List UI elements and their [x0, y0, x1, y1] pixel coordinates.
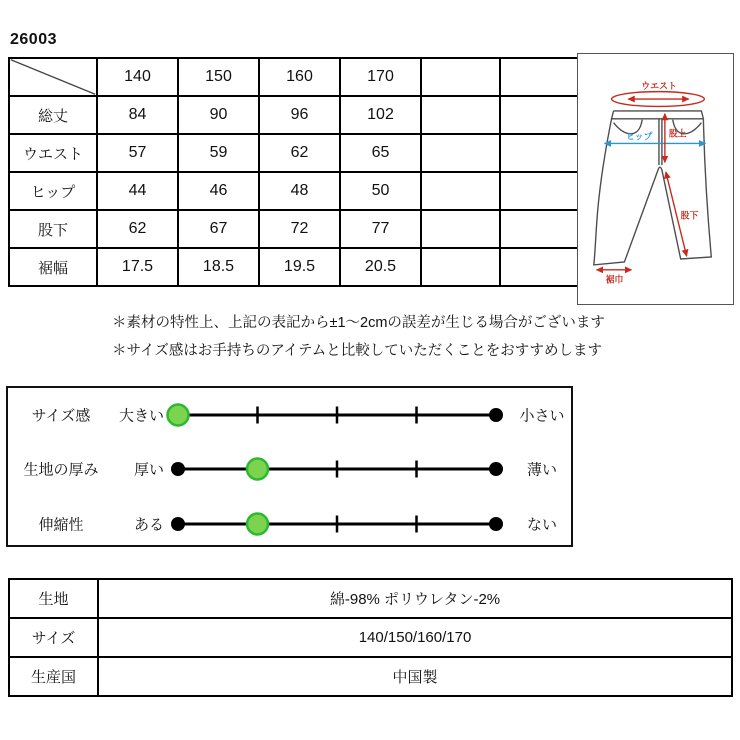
cell-value: 67	[178, 210, 259, 248]
scale-end-dot	[489, 517, 503, 531]
product-spec-table	[8, 578, 733, 697]
fit-right-label: 小さい	[519, 407, 565, 425]
fit-category-label: 生地の厚み	[23, 461, 99, 479]
rise-label: 股上	[668, 128, 687, 139]
row-label: 股下	[9, 210, 97, 248]
cell-value: 90	[178, 96, 259, 134]
cell-value: 46	[178, 172, 259, 210]
cell-value: 96	[259, 96, 340, 134]
cell-value	[421, 210, 500, 248]
fit-row-fabric-thickness	[8, 451, 571, 487]
cell-value: 62	[97, 210, 178, 248]
size-col-header-empty	[421, 58, 500, 96]
hip-label: ヒップ	[626, 131, 653, 142]
row-label: 総丈	[9, 96, 97, 134]
cell-value: 102	[340, 96, 421, 134]
fit-feel-chart	[6, 386, 573, 547]
row-label: ヒップ	[9, 172, 97, 210]
fit-scale-track	[160, 397, 516, 433]
fit-marker-dot	[247, 514, 268, 535]
fit-left-label: 厚い	[133, 461, 164, 479]
diagonal-header-cell	[9, 58, 97, 96]
inseam-label: 股下	[680, 210, 699, 221]
product-code: 26003	[10, 31, 57, 48]
diagonal-line	[10, 59, 96, 95]
table-row	[9, 96, 579, 134]
cell-value: 72	[259, 210, 340, 248]
hem-width-label: 裾巾	[605, 274, 624, 285]
pants-outline	[594, 111, 711, 265]
note-line: ＊素材の特性上、上記の表記から±1～2cmの誤差が生じる場合がございます	[112, 315, 605, 331]
cell-value	[500, 172, 579, 210]
size-col-header: 140	[97, 58, 178, 96]
table-row	[9, 579, 732, 618]
cell-value	[421, 96, 500, 134]
cell-value: 19.5	[259, 248, 340, 286]
spec-label: サイズ	[9, 618, 98, 657]
cell-value: 57	[97, 134, 178, 172]
cell-value: 18.5	[178, 248, 259, 286]
fit-scale-track	[160, 451, 516, 487]
fit-category-label: 伸縮性	[38, 516, 84, 534]
fit-right-label: ない	[526, 516, 557, 534]
table-row	[9, 134, 579, 172]
size-col-header-empty	[500, 58, 579, 96]
fit-left-label: ある	[133, 516, 164, 534]
table-row	[9, 618, 732, 657]
pants-measurement-diagram	[577, 53, 734, 305]
fit-right-label: 薄い	[526, 461, 557, 479]
cell-value	[500, 96, 579, 134]
spec-label: 生地	[9, 579, 98, 618]
cell-value	[500, 210, 579, 248]
spec-value: 140/150/160/170	[98, 618, 732, 657]
cell-value: 48	[259, 172, 340, 210]
note-line: ＊サイズ感はお手持ちのアイテムと比較していただくことをおすすめします	[112, 343, 602, 359]
table-row	[9, 210, 579, 248]
size-col-header: 160	[259, 58, 340, 96]
cell-value	[500, 134, 579, 172]
table-row	[9, 248, 579, 286]
cell-value: 84	[97, 96, 178, 134]
spec-value: 綿-98% ポリウレタン-2%	[98, 579, 732, 618]
cell-value: 50	[340, 172, 421, 210]
cell-value: 77	[340, 210, 421, 248]
scale-end-dot	[171, 517, 185, 531]
waist-label: ウエスト	[641, 81, 677, 92]
spec-label: 生産国	[9, 657, 98, 696]
cell-value	[421, 172, 500, 210]
row-label: 裾幅	[9, 248, 97, 286]
row-label: ウエスト	[9, 134, 97, 172]
spec-value: 中国製	[98, 657, 732, 696]
fit-scale-track	[160, 506, 516, 542]
fit-row-stretch	[8, 506, 571, 542]
cell-value: 62	[259, 134, 340, 172]
fit-left-label: 大きい	[118, 407, 164, 425]
cell-value	[500, 248, 579, 286]
cell-value: 20.5	[340, 248, 421, 286]
size-col-header: 150	[178, 58, 259, 96]
size-table-header-row	[9, 58, 579, 96]
fit-marker-dot	[168, 405, 189, 426]
scale-end-dot	[171, 462, 185, 476]
cell-value	[421, 134, 500, 172]
size-col-header: 170	[340, 58, 421, 96]
cell-value	[421, 248, 500, 286]
cell-value: 17.5	[97, 248, 178, 286]
cell-value: 65	[340, 134, 421, 172]
fit-row-size-feel	[8, 397, 571, 433]
size-measurements-table	[8, 57, 580, 287]
scale-end-dot	[489, 408, 503, 422]
notes	[112, 309, 605, 365]
table-row	[9, 172, 579, 210]
cell-value: 44	[97, 172, 178, 210]
fit-marker-dot	[247, 459, 268, 480]
scale-end-dot	[489, 462, 503, 476]
cell-value: 59	[178, 134, 259, 172]
fit-category-label: サイズ感	[31, 407, 91, 425]
table-row	[9, 657, 732, 696]
pants-diagram-svg	[578, 54, 733, 304]
